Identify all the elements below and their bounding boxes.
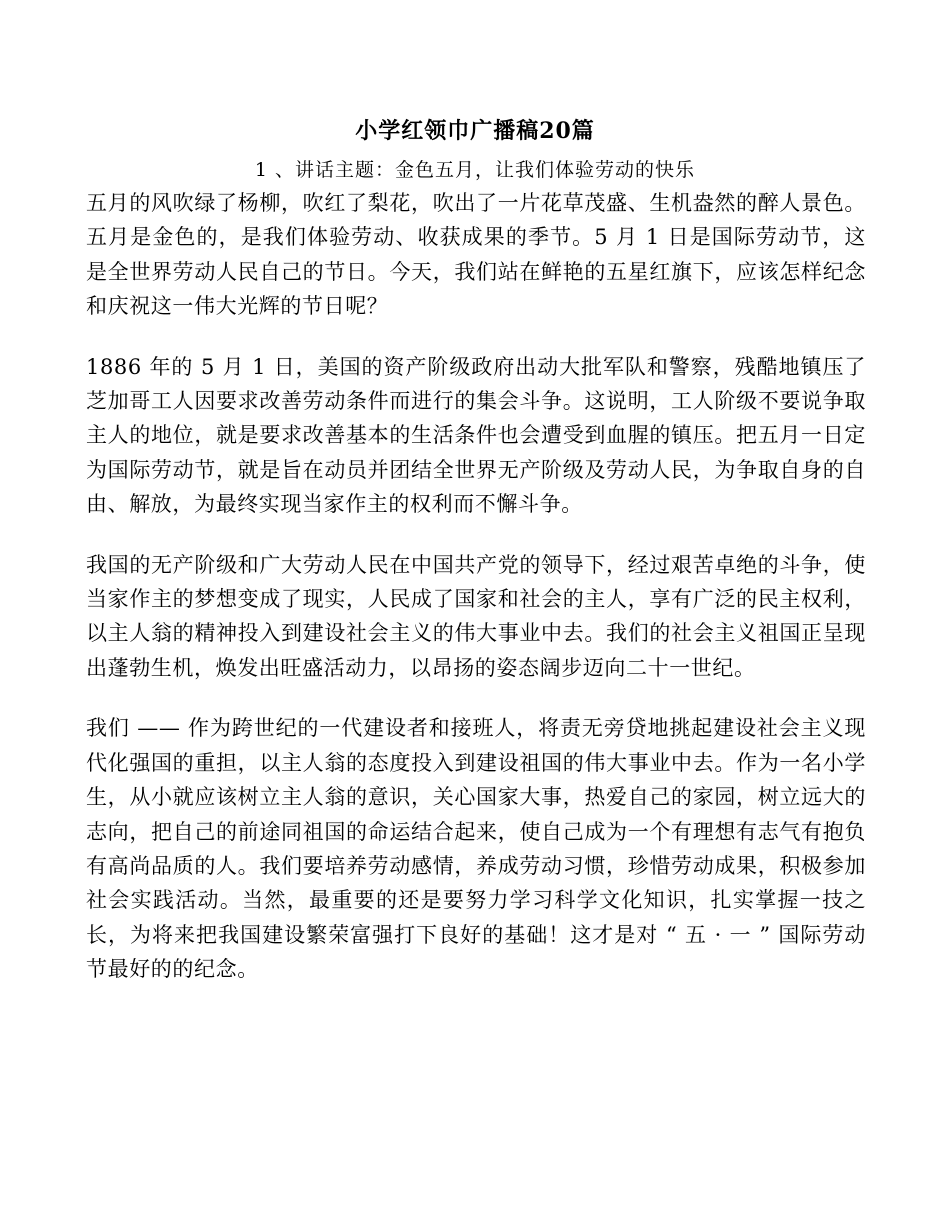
speech-topic-subtitle: 1 、讲话主题：金色五月，让我们体验劳动的快乐 [254, 159, 696, 181]
document-body [86, 186, 866, 1013]
paragraph-china: 我国的无产阶级和广大劳动人民在中国共产党的领导下，经过艰苦卓绝的斗争，使当家作主的梦想变成了现实，人民成了国家和社会的主人，享有广泛的民主权利，以主人翁的精神投入到建设社会主义的伟大事业中去。我们的社会主义祖国正呈现出蓬勃生机，焕发出旺盛活动力，以昂扬的姿态阔步迈向二十一世纪。 [86, 552, 866, 680]
paragraph-intro: 五月的风吹绿了杨柳，吹红了梨花，吹出了一片花草茂盛、生机盎然的醉人景色。五月是金色的，是我们体验劳动、收获成果的季节。5 月 1 日是国际劳动节，这是全世界劳动人民自己的节日。今天，我们站在鲜艳的五星红旗下，应该怎样纪念和庆祝这一伟大光辉的节日呢？ [86, 191, 866, 319]
paragraph-call-to-action: 我们 —— 作为跨世纪的一代建设者和接班人，将责无旁贷地挑起建设社会主义现代化强国的重担，以主人翁的态度投入到建设祖国的伟大事业中去。作为一名小学生，从小就应该树立主人翁的意识，关心国家大事，热爱自己的家园，树立远大的志向，把自己的前途同祖国的命运结合起来，使自己成为一个有理想有志气有抱负有高尚品质的人。我们要培养劳动感情，养成劳动习惯，珍惜劳动成果，积极参加社会实践活动。当然，最重要的还是要努力学习科学文化知识，扎实掌握一技之长，为将来把我国建设繁荣富强打下良好的基础！这才是对 “ 五 · 一 ” 国际劳动节最好的的纪念。 [86, 716, 866, 982]
paragraph-history: 1886 年的 5 月 1 日，美国的资产阶级政府出动大批军队和警察，残酷地镇压了芝加哥工人因要求改善劳动条件而进行的集会斗争。这说明，工人阶级不要说争取主人的地位，就是要求改善基本的生活条件也会遭受到血腥的镇压。把五月一日定为国际劳动节，就是旨在动员并团结全世界无产阶级及劳动人民，为争取自身的自由、解放，为最终实现当家作主的权利而不懈斗争。 [86, 354, 866, 517]
document-title: 小学红领巾广播稿20篇 [355, 118, 595, 144]
